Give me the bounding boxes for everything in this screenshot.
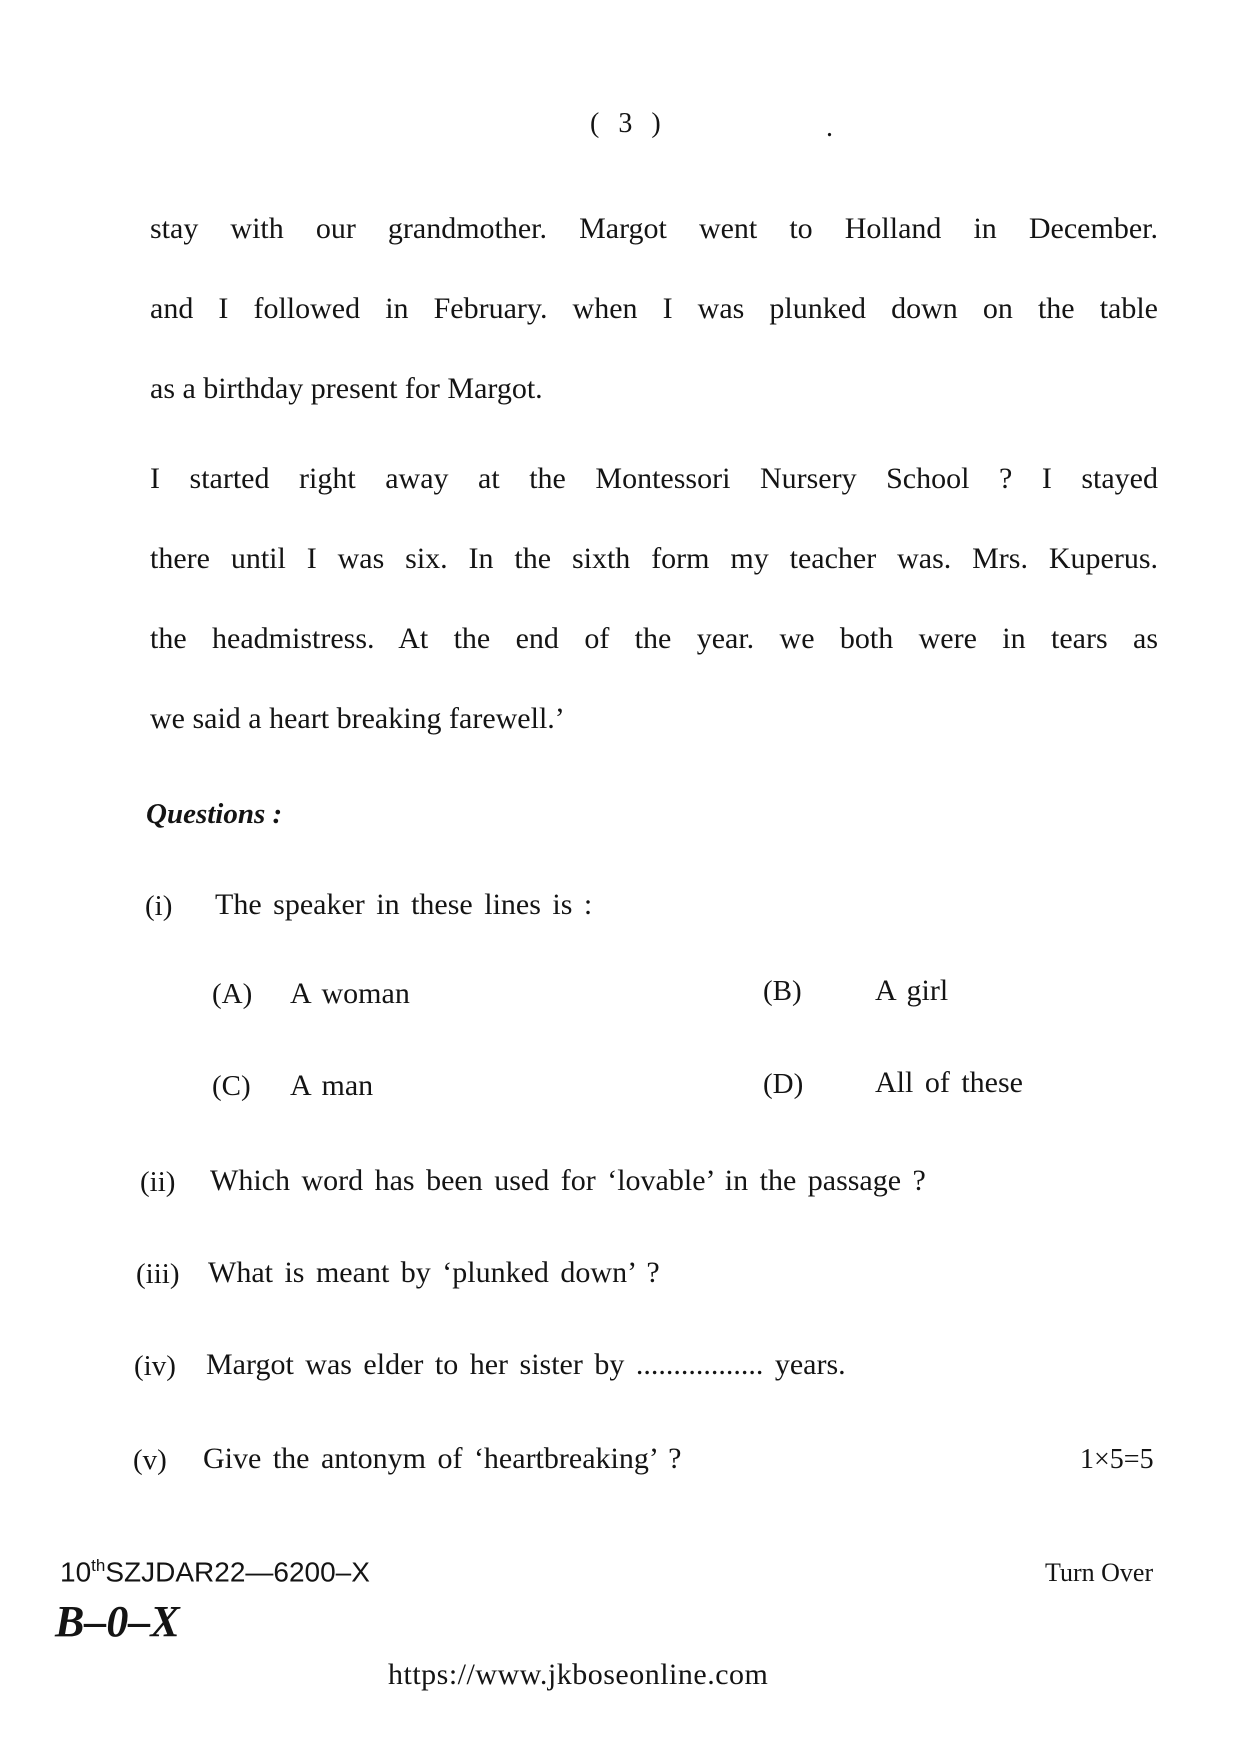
question-number: (ii) [140,1166,176,1198]
marks-allocation: 1×5=5 [1080,1444,1154,1475]
passage-line: we said a heart breaking farewell.’ [150,702,565,735]
option-text: All of these [875,1066,1023,1099]
question-number: (v) [133,1444,167,1476]
question-text: Margot was elder to her sister by ................. years. [206,1348,846,1381]
option-letter: (C) [212,1070,251,1102]
option-letter: (B) [763,975,802,1007]
passage-line: the headmistress. At the end of the year. we both were in tears as [150,622,1158,655]
option-letter: (A) [212,978,253,1010]
turn-over-label: Turn Over [1045,1558,1154,1587]
question-number: (i) [145,890,173,922]
option-text: A girl [875,974,949,1007]
question-number: (iii) [136,1258,180,1290]
question-number: (iv) [134,1350,176,1382]
option-letter: (D) [763,1068,804,1100]
option-text: A man [290,1069,374,1102]
passage-line: as a birthday present for Margot. [150,372,543,405]
question-text: Give the antonym of ‘heartbreaking’ ? [203,1442,682,1475]
option-text: A woman [290,977,410,1010]
question-text: What is meant by ‘plunked down’ ? [208,1256,660,1289]
source-url: https://www.jkboseonline.com [388,1658,769,1691]
dot-mark: . [826,112,833,143]
paper-code: 10thSZJDAR22—6200–X [60,1556,370,1588]
passage-line: and I followed in February. when I was plunked down on the table [150,292,1158,325]
passage-line: stay with our grandmother. Margot went to Holland in December. [150,212,1158,245]
page-number: ( 3 ) [590,108,667,139]
passage-line: I started right away at the Montessori Nursery School ? I stayed [150,462,1158,495]
passage-line: there until I was six. In the sixth form my teacher was. Mrs. Kuperus. [150,542,1158,575]
question-text: Which word has been used for ‘lovable’ in the passage ? [210,1164,926,1197]
series-code: B–0–X [55,1597,180,1646]
questions-heading: Questions : [146,798,283,830]
question-text: The speaker in these lines is : [215,888,593,921]
